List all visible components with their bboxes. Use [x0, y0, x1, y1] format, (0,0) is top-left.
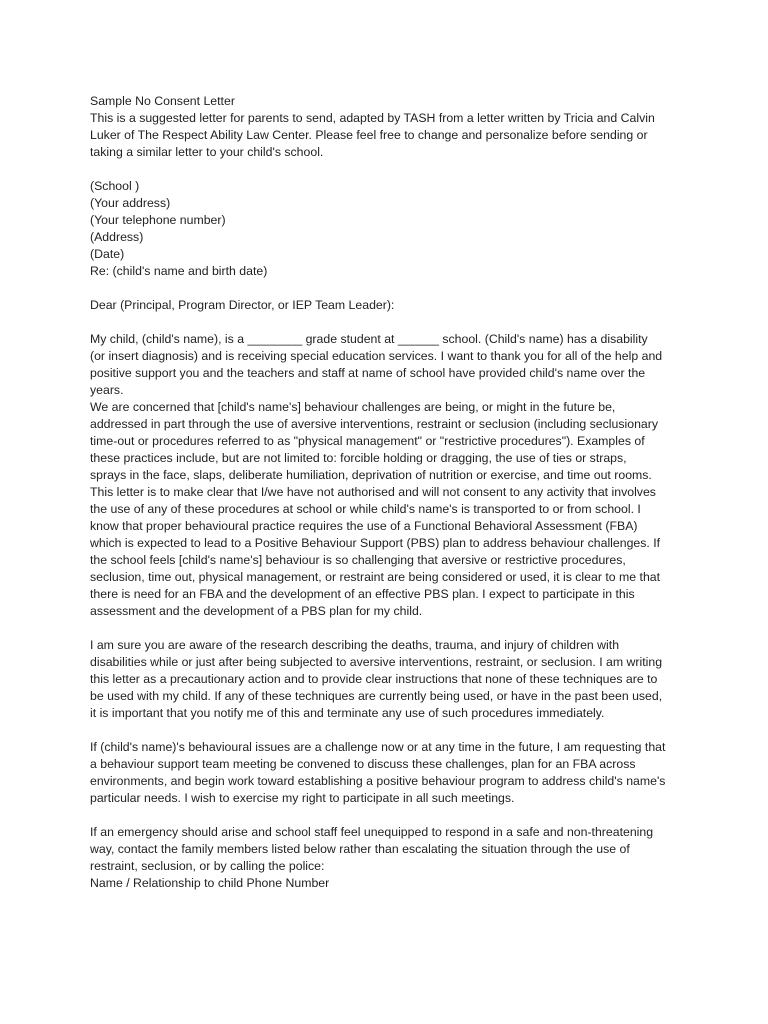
paragraph-line: restraint, seclusion, or by calling the police:: [90, 859, 325, 873]
paragraph-line: We are concerned that [child's name's] behaviour challenges are being, or might in the future be,: [90, 400, 616, 414]
paragraph-line: positive support you and the teachers and staff at name of school have provided child's name over the: [90, 366, 646, 380]
intro-block: [90, 93, 708, 161]
paragraph-line: particular needs. I wish to exercise my right to participate in all such meetings.: [90, 791, 515, 805]
paragraph-line: the school feels [child's name's] behaviour is so challenging that aversive or restrictive procedures,: [90, 553, 626, 567]
spacer: [90, 314, 708, 331]
paragraph-line: know that proper behavioural practice requires the use of a Functional Behavioral Assessment (FBA): [90, 519, 638, 533]
paragraph-line: environments, and begin work toward establishing a positive behaviour program to address child's name's: [90, 774, 666, 788]
paragraph-line: addressed in part through the use of aversive interventions, restraint or seclusion (including seclusionary: [90, 417, 659, 431]
paragraph-line: be used with my child. If any of these techniques are currently being used, or have in the past been used,: [90, 689, 663, 703]
spacer: [90, 807, 708, 824]
paragraph-line: sprays in the face, slaps, deliberate humiliation, deprivation of nutrition or exercise, and time out rooms.: [90, 468, 652, 482]
header-line-telephone: (Your telephone number): [90, 213, 226, 227]
paragraph-line: way, contact the family members listed below rather than escalating the situation through the use of: [90, 842, 630, 856]
header-block: [90, 178, 708, 280]
paragraph-line: I am sure you are aware of the research describing the deaths, trauma, and injury of children with: [90, 638, 620, 652]
paragraph-line: there is need for an FBA and the development of an effective PBS plan. I expect to participate in this: [90, 587, 635, 601]
letter-title: Sample No Consent Letter: [90, 94, 235, 108]
paragraph-4: [90, 824, 708, 892]
paragraph-line: years.: [90, 383, 124, 397]
paragraph-line: seclusion, time out, physical management, or restraint are being considered or used, it is clear to me that: [90, 570, 661, 584]
spacer: [90, 722, 708, 739]
paragraph-line: the use of any of these procedures at school or while child's name's is transported to or from school. I: [90, 502, 641, 516]
paragraph-line: these practices include, but are not limited to: forcible holding or dragging, the use of ties or straps,: [90, 451, 627, 465]
paragraph-line: If (child's name)'s behavioural issues are a challenge now or at any time in the future, I am requesting that: [90, 740, 666, 754]
paragraph-line: My child, (child's name), is a ________ grade student at ______ school. (Child's name) has a disability: [90, 332, 648, 346]
header-line-date: (Date): [90, 247, 125, 261]
paragraph-line: (or insert diagnosis) and is receiving special education services. I want to thank you for all of the help and: [90, 349, 663, 363]
paragraph-line: a behaviour support team meeting be convened to discuss these challenges, plan for an FBA across: [90, 757, 636, 771]
paragraph-line: time-out or procedures referred to as "physical management" or "restrictive procedures"). Examples of: [90, 434, 645, 448]
intro-line: Luker of The Respect Ability Law Center. Please feel free to change and personalize before sending or: [90, 128, 648, 142]
header-line-re: Re: (child's name and birth date): [90, 264, 268, 278]
spacer: [90, 280, 708, 297]
paragraph-2: [90, 637, 708, 722]
header-line-school: (School ): [90, 179, 140, 193]
paragraph-line: which is expected to lead to a Positive Behaviour Support (PBS) plan to address behaviour challenges. If: [90, 536, 661, 550]
intro-line: taking a similar letter to your child's school.: [90, 145, 324, 159]
paragraph-3: [90, 739, 708, 807]
paragraph-line: it is important that you notify me of this and terminate any use of such procedures immediately.: [90, 706, 605, 720]
salutation: Dear (Principal, Program Director, or IEP Team Leader):: [90, 298, 395, 312]
paragraph-1: [90, 331, 708, 620]
intro-line: This is a suggested letter for parents to send, adapted by TASH from a letter written by Tricia and Calvin: [90, 111, 655, 125]
header-line-address: (Address): [90, 230, 144, 244]
paragraph-line: this letter as a precautionary action and to provide clear instructions that none of these techniques are to: [90, 672, 658, 686]
header-line-your-address: (Your address): [90, 196, 171, 210]
paragraph-line: If an emergency should arise and school staff feel unequipped to respond in a safe and non-threatening: [90, 825, 654, 839]
contact-table-header: Name / Relationship to child Phone Number: [90, 876, 330, 890]
spacer: [90, 620, 708, 637]
spacer: [90, 161, 708, 178]
paragraph-line: assessment and the development of a PBS plan for my child.: [90, 604, 423, 618]
paragraph-line: This letter is to make clear that I/we have not authorised and will not consent to any activity that involves: [90, 485, 656, 499]
letter-body: [90, 93, 708, 892]
paragraph-line: disabilities while or just after being subjected to aversive interventions, restraint, or seclusion. I am writing: [90, 655, 663, 669]
